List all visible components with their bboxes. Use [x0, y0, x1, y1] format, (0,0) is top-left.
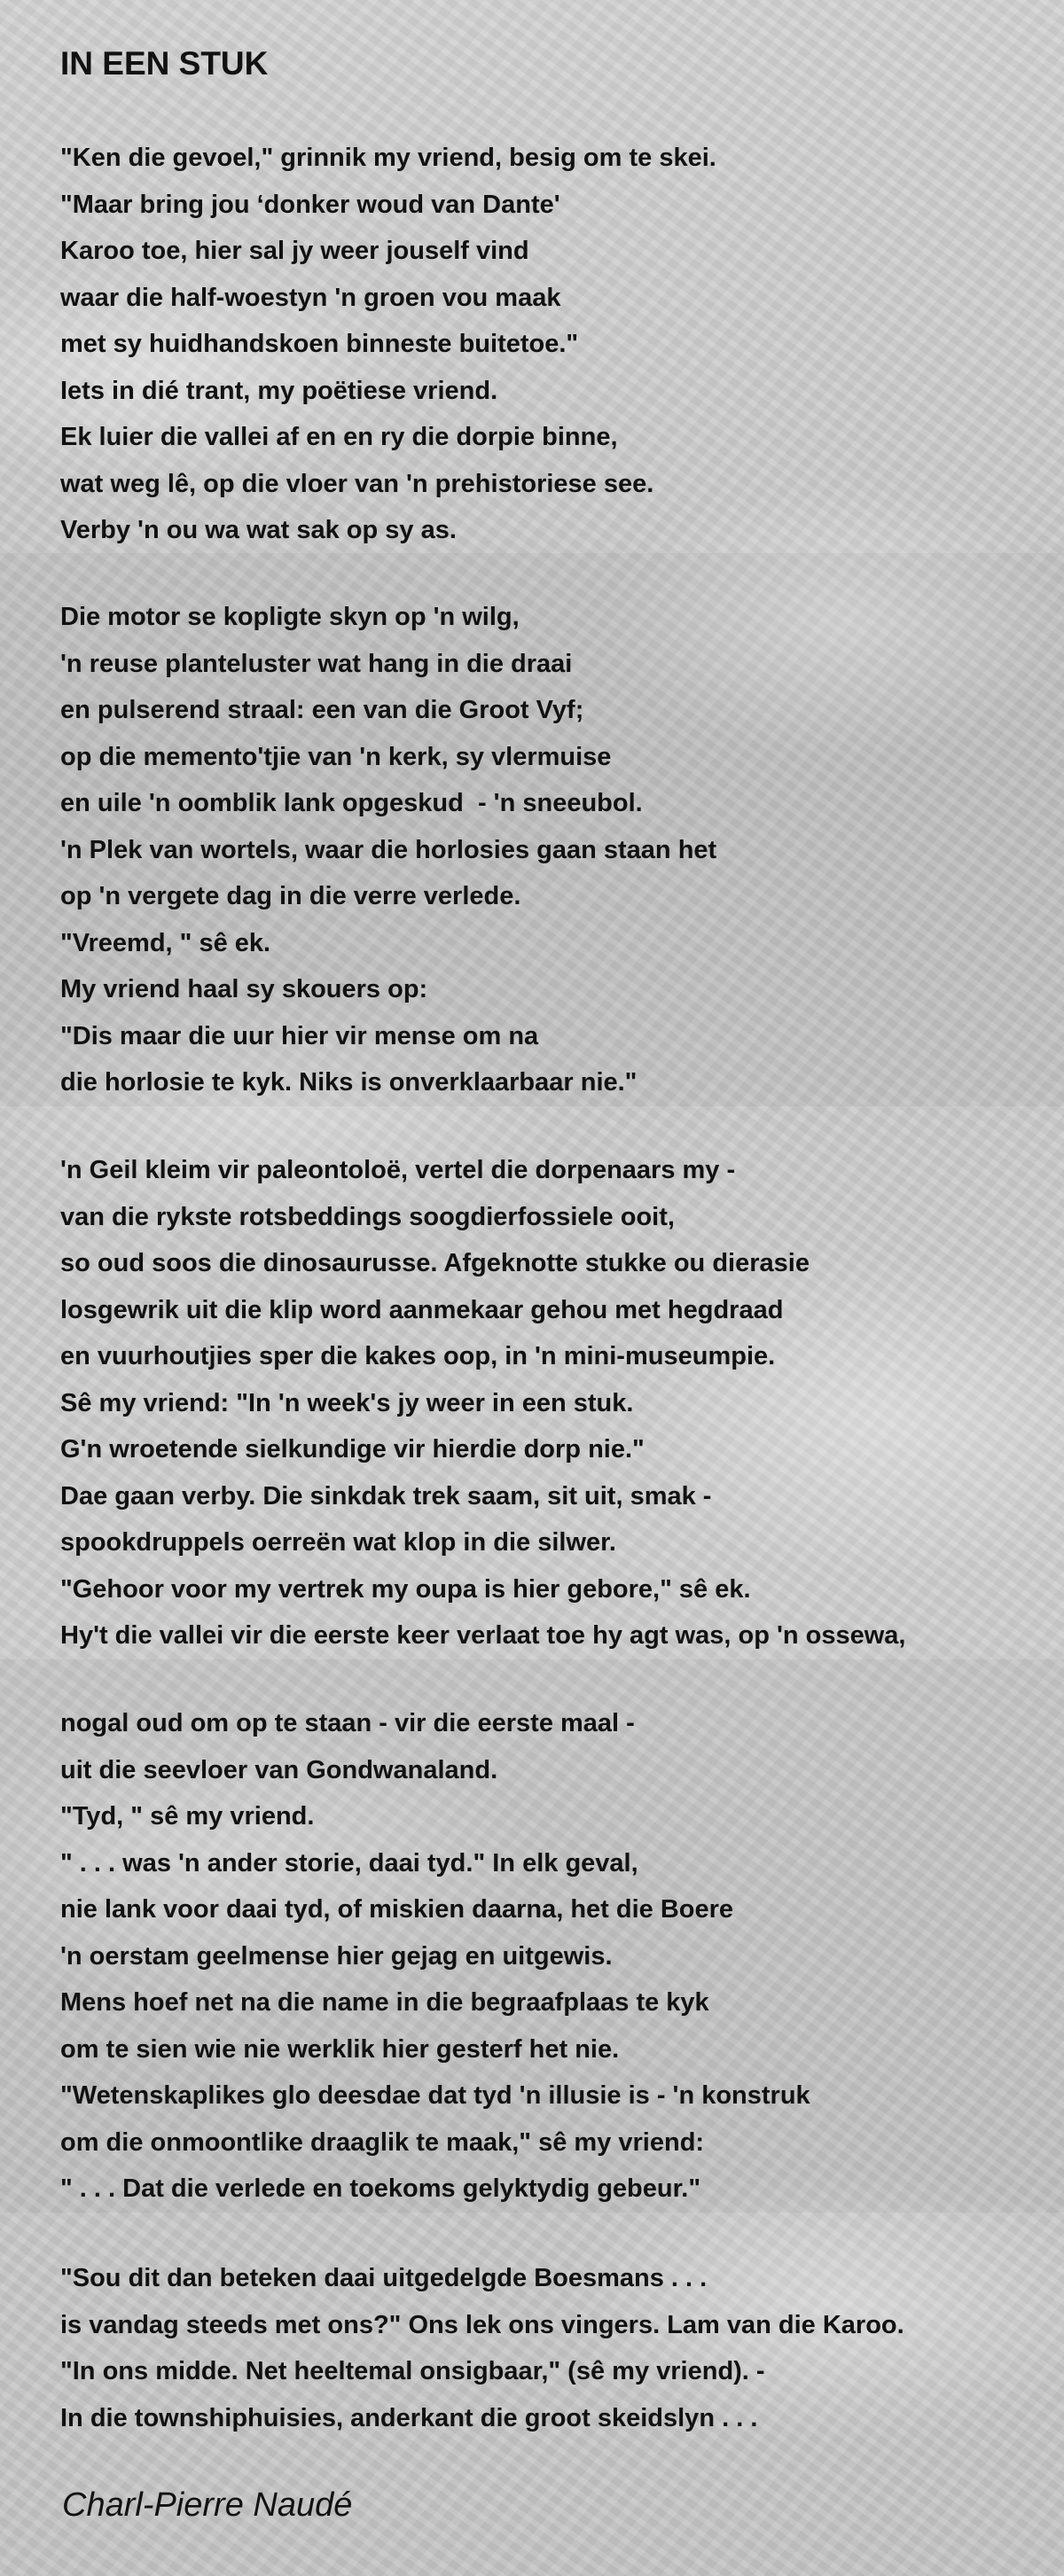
stanza-5: [60, 2255, 904, 2441]
poem-line: Karoo toe, hier sal jy weer jouself vind: [60, 237, 529, 265]
poem-line: uit die seevloer van Gondwanaland.: [60, 1755, 498, 1784]
poem-line: Hy't die vallei vir die eerste keer verlaat toe hy agt was, op 'n ossewa,: [60, 1621, 906, 1650]
poem-line: "Maar bring jou ‘donker woud van Dante': [60, 190, 560, 219]
poem-line: en pulserend straal: een van die Groot Vyf;: [60, 696, 584, 724]
poem-line: 'n Plek van wortels, waar die horlosies gaan staan het: [60, 835, 717, 864]
poem-line: spookdruppels oerreën wat klop in die silwer.: [60, 1528, 616, 1557]
poem-line: "Wetenskaplikes glo deesdae dat tyd 'n illusie is - 'n konstruk: [60, 2081, 810, 2110]
poem-line: losgewrik uit die klip word aanmekaar gehou met hegdraad: [60, 1295, 784, 1324]
poem-line: " . . . Dat die verlede en toekoms gelyktydig gebeur.": [60, 2174, 701, 2203]
poem-line: en vuurhoutjies sper die kakes oop, in 'n mini-museumpie.: [60, 1342, 776, 1370]
stanza-3: [60, 1147, 906, 1659]
poem-line: op die memento'tjie van 'n kerk, sy vlermuise: [60, 742, 612, 771]
poem-line: op 'n vergete dag in die verre verlede.: [60, 882, 521, 910]
poem-line: "In ons midde. Net heeltemal onsigbaar," (sê my vriend). -: [60, 2357, 765, 2385]
poem-line: My vriend haal sy skouers op:: [60, 975, 428, 1003]
stanza-4: [60, 1700, 810, 2213]
poem-line: om te sien wie nie werklik hier gesterf het nie.: [60, 2034, 620, 2064]
poem-line: nie lank voor daai tyd, of miskien daarna, het die Boere: [60, 1895, 734, 1924]
poem-line: Verby 'n ou wa wat sak op sy as.: [60, 516, 457, 544]
poem-line: "Tyd, " sê my vriend.: [60, 1802, 315, 1831]
poem-author: Charl-Pierre Naudé: [62, 2486, 353, 2524]
poem-line: Die motor se kopligte skyn op 'n wilg,: [60, 603, 520, 631]
poem-line: 'n reuse planteluster wat hang in die draai: [60, 649, 573, 678]
poem-title: IN EEN STUK: [60, 45, 269, 82]
poem-line: " . . . was 'n ander storie, daai tyd." In elk geval,: [60, 1848, 638, 1877]
poem-line: van die rykste rotsbeddings soogdierfossiele ooit,: [60, 1202, 675, 1231]
poem-line: met sy huidhandskoen binneste buitetoe.": [60, 330, 579, 358]
poem-line: Ek luier die vallei af en en ry die dorpie binne,: [60, 423, 618, 451]
poem-line: "Dis maar die uur hier vir mense om na: [60, 1021, 539, 1050]
poem-line: Iets in dié trant, my poëtiese vriend.: [60, 376, 498, 405]
poem-line: is vandag steeds met ons?" Ons lek ons vingers. Lam van die Karoo.: [60, 2310, 904, 2339]
poem-line: In die townshiphuisies, anderkant die groot skeidslyn . . .: [60, 2403, 758, 2432]
poem-line: en uile 'n oomblik lank opgeskud - 'n sneeubol.: [60, 789, 643, 817]
poem-line: 'n oerstam geelmense hier gejag en uitgewis.: [60, 1941, 613, 1971]
stanza-1: [60, 135, 716, 554]
poem-line: "Vreemd, " sê ek.: [60, 928, 271, 957]
poem-line: Mens hoef net na die name in die begraafplaas te kyk: [60, 1988, 709, 2017]
poem-line: so oud soos die dinosaurusse. Afgeknotte stukke ou dierasie: [60, 1249, 810, 1277]
poem-line: Dae gaan verby. Die sinkdak trek saam, sit uit, smak -: [60, 1481, 712, 1510]
poem-line: "Ken die gevoel," grinnik my vriend, besig om te skei.: [60, 144, 716, 172]
poem-line: 'n Geil kleim vir paleontoloë, vertel die dorpenaars my -: [60, 1156, 736, 1184]
poem-line: Sê my vriend: "In 'n week's jy weer in een stuk.: [60, 1388, 634, 1417]
poem-line: "Gehoor voor my vertrek my oupa is hier gebore," sê ek.: [60, 1574, 751, 1604]
poem-line: die horlosie te kyk. Niks is onverklaarbaar nie.": [60, 1068, 638, 1097]
poem-line: "Sou dit dan beteken daai uitgedelgde Boesmans . . .: [60, 2264, 708, 2292]
poem-line: nogal oud om op te staan - vir die eerste maal -: [60, 1709, 635, 1737]
poem-line: G'n wroetende sielkundige vir hierdie dorp nie.": [60, 1435, 645, 1464]
stanza-2: [60, 594, 716, 1106]
poem-line: waar die half-woestyn 'n groen vou maak: [60, 283, 561, 312]
poem-line: om die onmoontlike draaglik te maak," sê my vriend:: [60, 2127, 705, 2157]
poem-line: wat weg lê, op die vloer van 'n prehistoriese see.: [60, 469, 654, 498]
